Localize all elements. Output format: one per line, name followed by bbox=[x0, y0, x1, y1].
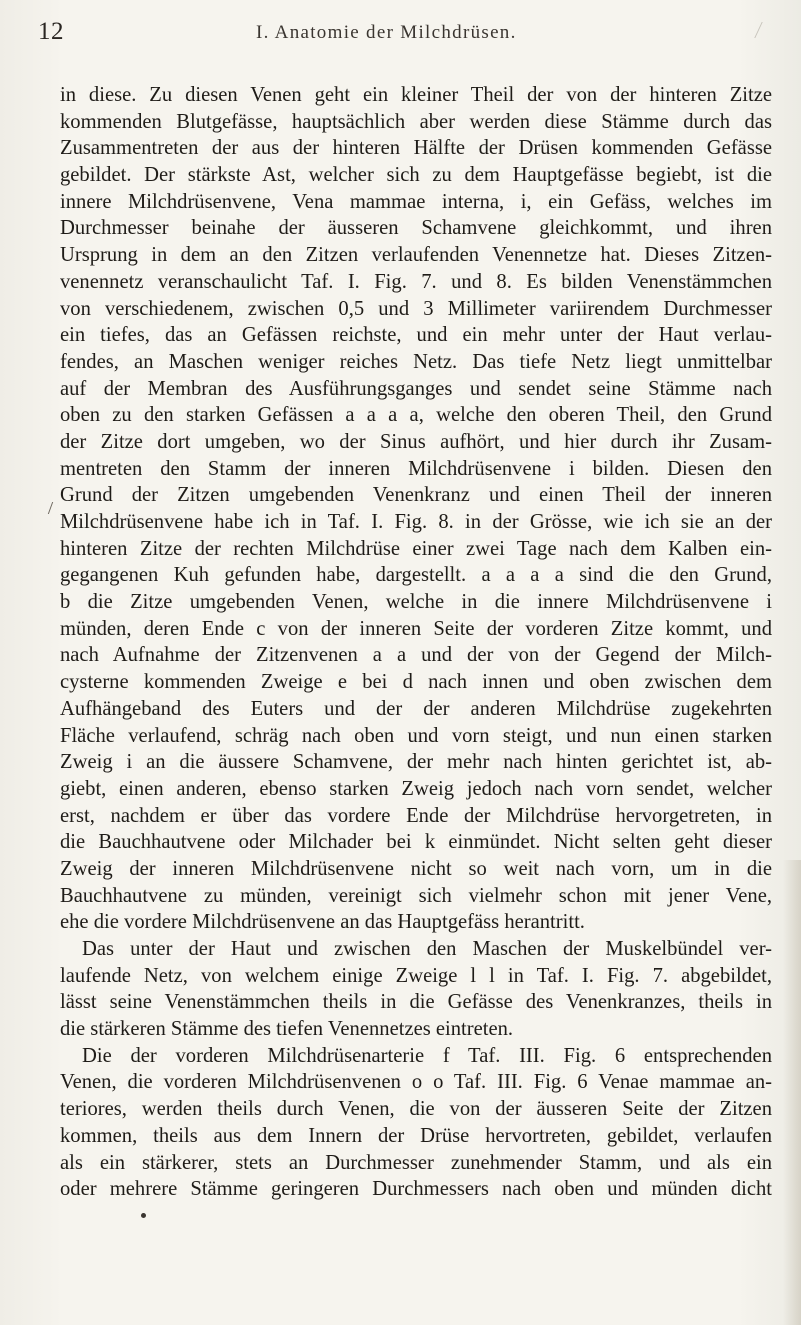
running-head: I. Anatomie der Milchdrüsen. bbox=[256, 22, 517, 43]
margin-pencil-mark bbox=[48, 502, 59, 514]
text-line: gegangenen Kuh gefunden habe, dargestellt. a a a a sind die den Grund, bbox=[60, 564, 772, 587]
corner-mark bbox=[740, 22, 762, 38]
text-line: b die Zitze umgebenden Venen, welche in die innere Milchdrüsenvene i bbox=[60, 591, 772, 614]
text-line: hinteren Zitze der rechten Milchdrüse einer zwei Tage nach dem Kalben ein- bbox=[60, 537, 772, 560]
text-line: erst, nachdem er über das vordere Ende der Milchdrüse hervorgetreten, in bbox=[60, 804, 772, 827]
text-line: münden, deren Ende c von der inneren Seite der vorderen Zitze kommt, und bbox=[60, 617, 772, 640]
text-line: Grund der Zitzen umgebenden Venenkranz und einen Theil der inneren bbox=[60, 484, 772, 507]
text-line: oder mehrere Stämme geringeren Durchmessers nach oben und münden dicht bbox=[60, 1178, 772, 1201]
text-line: Die der vorderen Milchdrüsenarterie f Taf. III. Fig. 6 entsprechenden bbox=[82, 1044, 772, 1067]
text-line: als ein stärkerer, stets an Durchmesser zunehmender Stamm, und als ein bbox=[60, 1151, 772, 1174]
text-line: Bauchhautvene zu münden, vereinigt sich vielmehr schon mit jener Vene, bbox=[60, 884, 772, 907]
text-line: lässt seine Venenstämmchen theils in die Gefässe des Venenkranzes, theils in bbox=[60, 991, 772, 1014]
text-line: fendes, an Maschen weniger reiches Netz. Das tiefe Netz liegt unmittelbar bbox=[60, 350, 772, 373]
text-line: mentreten den Stamm der inneren Milchdrüsenvene i bilden. Diesen den bbox=[60, 457, 772, 480]
text-line: laufende Netz, von welchem einige Zweige l l in Taf. I. Fig. 7. abgebildet, bbox=[60, 964, 772, 987]
text-line: nach Aufnahme der Zitzenvenen a a und der von der Gegend der Milch- bbox=[60, 644, 772, 667]
text-line: kommenden Blutgefässe, hauptsächlich aber werden diese Stämme durch das bbox=[60, 110, 772, 133]
text-line: innere Milchdrüsenvene, Vena mammae interna, i, ein Gefäss, welches im bbox=[60, 190, 772, 213]
text-line: Venen, die vorderen Milchdrüsenvenen o o Taf. III. Fig. 6 Venae mammae an- bbox=[60, 1071, 772, 1094]
text-line: Fläche verlaufend, schräg nach oben und vorn steigt, und nun einen starken bbox=[60, 724, 772, 747]
text-line: Zweig i an die äussere Schamvene, der mehr nach hinten gerichtet ist, ab- bbox=[60, 751, 772, 774]
text-line: venennetz veranschaulicht Taf. I. Fig. 7. und 8. Es bilden Venenstämmchen bbox=[60, 270, 772, 293]
page-number: 12 bbox=[38, 18, 64, 45]
text-line: giebt, einen anderen, ebenso starken Zweig jedoch nach vorn sendet, welcher bbox=[60, 777, 772, 800]
page-header bbox=[38, 18, 761, 46]
text-line: ehe die vordere Milchdrüsenvene an das Hauptgefäss herantritt. bbox=[60, 911, 585, 934]
text-line: Aufhängeband des Euters und der der anderen Milchdrüse zugekehrten bbox=[60, 697, 772, 720]
text-line: ein tiefes, das an Gefässen reichste, und ein mehr unter der Haut verlau- bbox=[60, 324, 772, 347]
text-line: gebildet. Der stärkste Ast, welcher sich zu dem Hauptgefässe begiebt, ist die bbox=[60, 164, 772, 187]
body-text bbox=[60, 82, 772, 1203]
text-line: die Bauchhautvene oder Milchader bei k einmündet. Nicht selten geht dieser bbox=[60, 831, 772, 854]
ink-dot bbox=[141, 1213, 146, 1218]
text-line: teriores, werden theils durch Venen, die von der äusseren Seite der Zitzen bbox=[60, 1098, 772, 1121]
text-line: oben zu den starken Gefässen a a a a, welche den oberen Theil, den Grund bbox=[60, 404, 772, 427]
text-line: Ursprung in dem an den Zitzen verlaufenden Venennetze hat. Dieses Zitzen- bbox=[60, 244, 772, 267]
text-line: in diese. Zu diesen Venen geht ein kleiner Theil der von der hinteren Zitze bbox=[60, 84, 772, 106]
text-line: cysterne kommenden Zweige e bei d nach innen und oben zwischen dem bbox=[60, 671, 772, 694]
text-line: Zweig der inneren Milchdrüsenvene nicht so weit nach vorn, um in die bbox=[60, 857, 772, 880]
text-line: die stärkeren Stämme des tiefen Venennetzes eintreten. bbox=[60, 1018, 514, 1041]
text-line: Milchdrüsenvene habe ich in Taf. I. Fig. 8. in der Grösse, wie ich sie an der bbox=[60, 511, 772, 533]
text-line: kommen, theils aus dem Innern der Drüse hervortreten, gebildet, verlaufen bbox=[60, 1124, 772, 1147]
text-line: Das unter der Haut und zwischen den Maschen der Muskelbündel ver- bbox=[82, 938, 772, 960]
text-line: von verschiedenem, zwischen 0,5 und 3 Millimeter variirendem Durchmesser bbox=[60, 297, 772, 320]
text-line: der Zitze dort umgeben, wo der Sinus aufhört, und hier durch ihr Zusam- bbox=[60, 430, 772, 453]
page-edge-shadow bbox=[783, 860, 801, 1325]
text-line: Durchmesser beinahe der äusseren Schamvene gleichkommt, und ihren bbox=[60, 217, 772, 240]
text-line: Zusammentreten der aus der hinteren Hälfte der Drüsen kommenden Gefässe bbox=[60, 137, 772, 160]
text-line: auf der Membran des Ausführungsganges und sendet seine Stämme nach bbox=[60, 377, 772, 400]
